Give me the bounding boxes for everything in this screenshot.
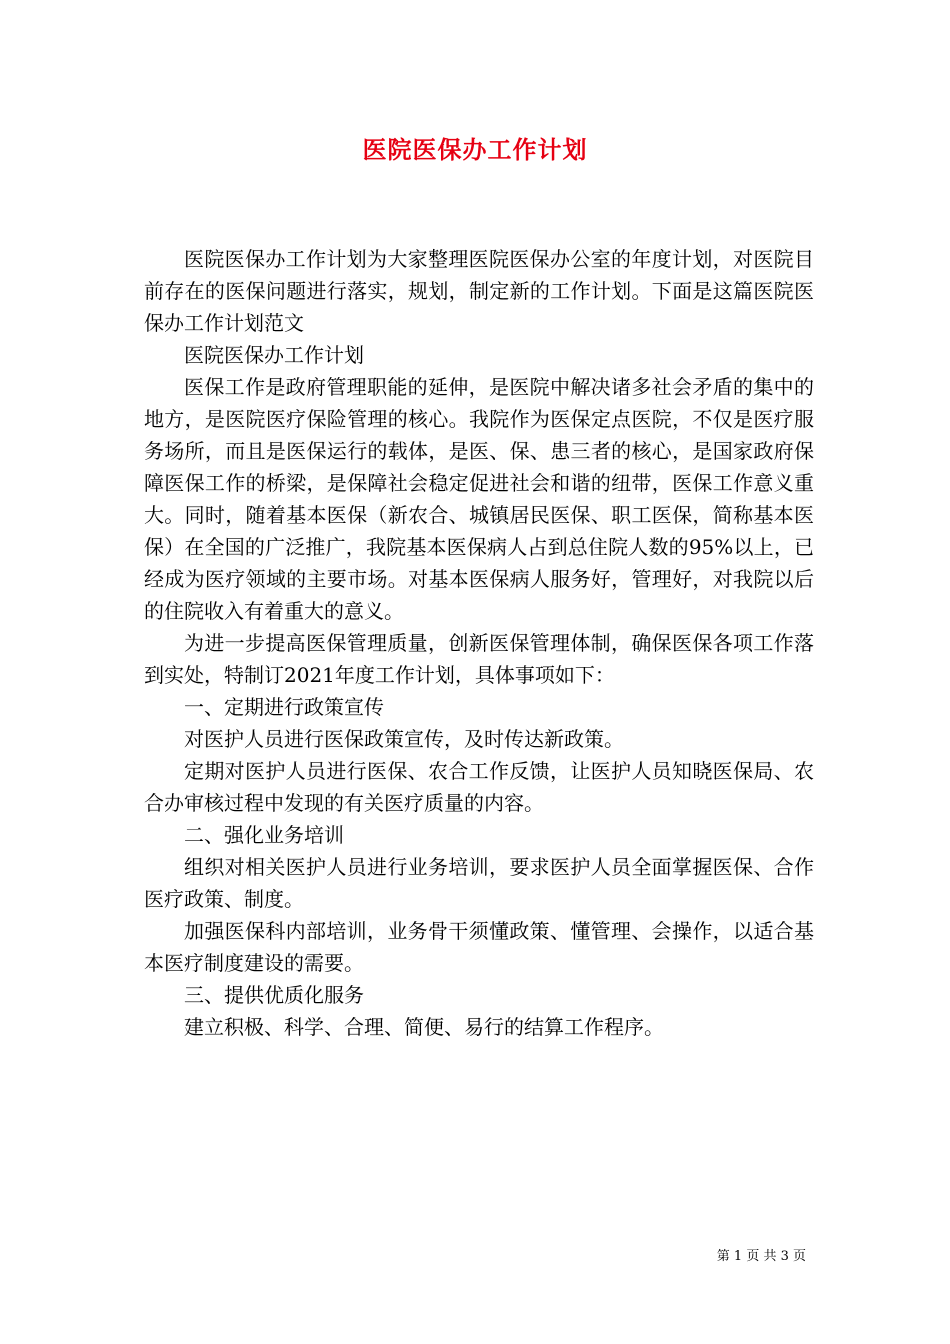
section-heading: 一、定期进行政策宣传 bbox=[184, 695, 384, 719]
paragraph: 对医护人员进行医保政策宣传，及时传达新政策。 bbox=[184, 727, 624, 751]
paragraph: 定期对医护人员进行医保、农合工作反馈，让医护人员知晓医保局、农合办审核过程中发现的有关医疗质量的内容。 bbox=[144, 759, 814, 815]
document-body bbox=[144, 243, 814, 1043]
section-heading: 三、提供优质化服务 bbox=[184, 983, 364, 1007]
paragraph: 建立积极、科学、合理、简便、易行的结算工作程序。 bbox=[184, 1015, 664, 1039]
paragraph: 医保工作是政府管理职能的延伸，是医院中解决诸多社会矛盾的集中的地方，是医院医疗保险管理的核心。我院作为医保定点医院，不仅是医疗服务场所，而且是医保运行的载体，是医、保、患三者的核心，是国家政府保障医保工作的桥梁，是保障社会稳定促进社会和谐的纽带，医保工作意义重大。同时，随着基本医保（新农合、城镇居民医保、职工医保，简称基本医保）在全国的广泛推广，我院基本医保病人占到总住院人数的95%以上，已经成为医疗领域的主要市场。对基本医保病人服务好，管理好，对我院以后的住院收入有着重大的意义。 bbox=[144, 375, 814, 623]
paragraph: 加强医保科内部培训，业务骨干须懂政策、懂管理、会操作，以适合基本医疗制度建设的需要。 bbox=[144, 919, 814, 975]
paragraph: 医院医保办工作计划 bbox=[184, 343, 364, 367]
paragraph: 组织对相关医护人员进行业务培训，要求医护人员全面掌握医保、合作医疗政策、制度。 bbox=[144, 855, 814, 911]
page-number: 第 1 页 共 3 页 bbox=[716, 1249, 806, 1264]
section-heading: 二、强化业务培训 bbox=[184, 823, 344, 847]
paragraph: 医院医保办工作计划为大家整理医院医保办公室的年度计划，对医院目前存在的医保问题进行落实，规划，制定新的工作计划。下面是这篇医院医保办工作计划范文 bbox=[144, 247, 814, 335]
document-title: 医院医保办工作计划 bbox=[362, 135, 588, 164]
paragraph: 为进一步提高医保管理质量，创新医保管理体制，确保医保各项工作落到实处，特制订2021年度工作计划，具体事项如下： bbox=[144, 631, 814, 687]
